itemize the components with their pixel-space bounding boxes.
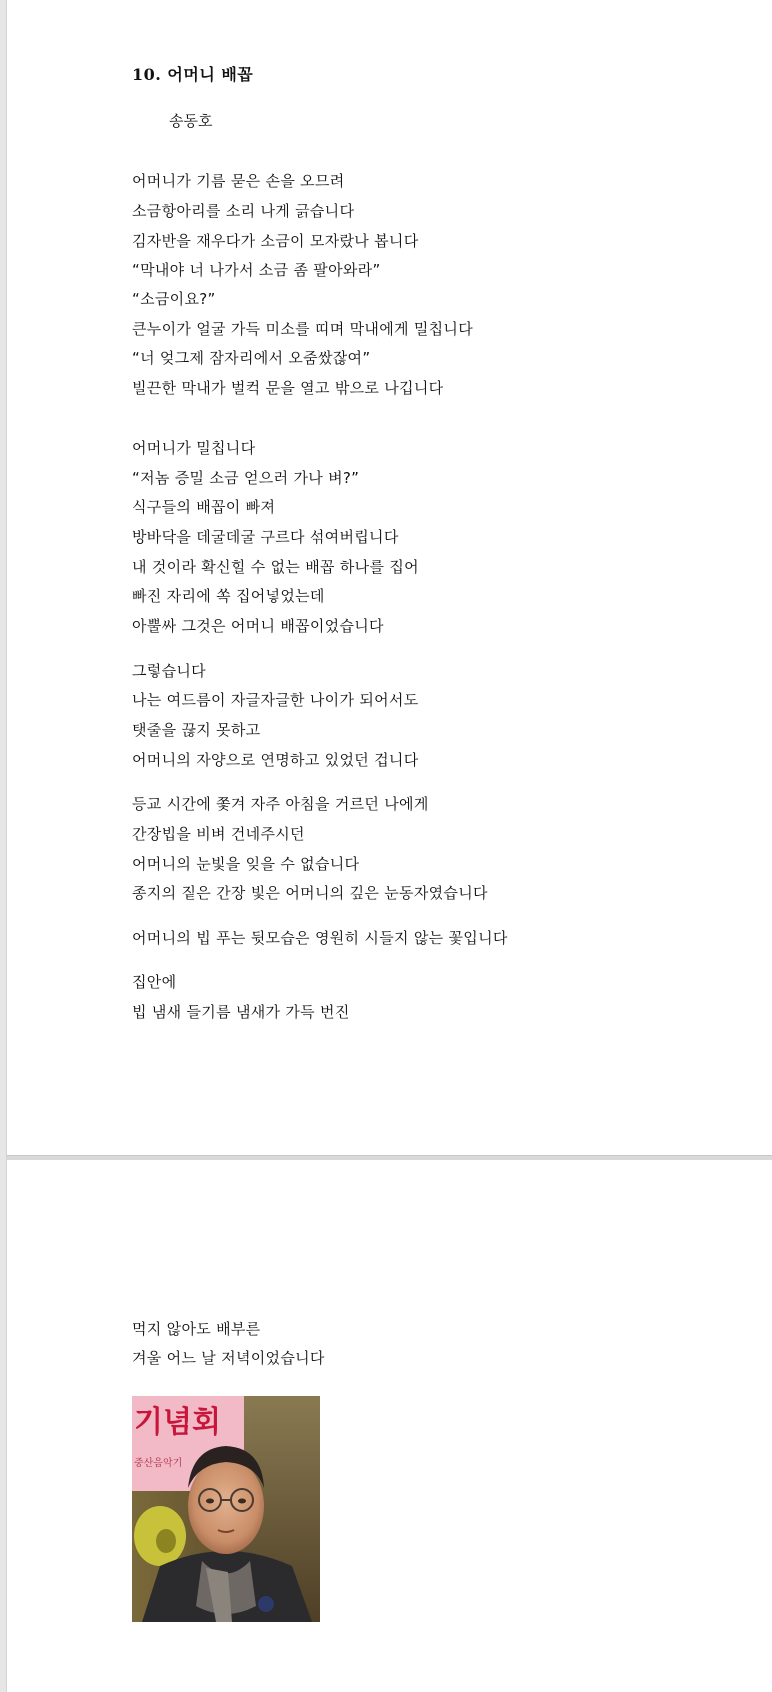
poem-author: 송동호 [169, 112, 213, 130]
poem-line: 큰누이가 얼굴 가득 미소를 띠며 막내에게 밀칩니다 [132, 320, 474, 338]
poem-line: 어머니의 눈빛을 잊을 수 없습니다 [132, 855, 360, 873]
poem-line: 등교 시간에 쫓겨 자주 아침을 거르던 나에게 [132, 795, 429, 813]
poem-line: 빌끈한 막내가 벌컥 문을 열고 밖으로 나깁니다 [132, 379, 444, 397]
document-page-2 [7, 1160, 772, 1692]
poem-line: 소금항아리를 소리 나게 긁습니다 [132, 202, 355, 220]
poem-line: 김자반을 재우다가 소금이 모자랐나 봅니다 [132, 232, 419, 250]
poem-line: 겨울 어느 날 저녁이었습니다 [132, 1349, 325, 1367]
poem-line: 내 것이라 확신힐 수 없는 배꼽 하나를 집어 [132, 558, 419, 576]
poem-line: 종지의 짙은 간장 빛은 어머니의 깊은 눈동자였습니다 [132, 884, 488, 902]
poem-line: 그렇습니다 [132, 662, 206, 680]
poem-title: 10. 어머니 배꼽 [132, 65, 254, 84]
poem-line: 탯줄을 끊지 못하고 [132, 721, 261, 739]
poem-line: 집안에 [132, 973, 177, 991]
poem-line: 어머니가 기름 묻은 손을 오므려 [132, 172, 345, 190]
banner-subtext: 중산음악기 [134, 1458, 183, 1469]
poem-line: 어머니가 밀칩니다 [132, 439, 256, 457]
document-left-margin [0, 0, 7, 1692]
poem-line: “막내야 너 나가서 소금 좀 팔아와라” [132, 261, 381, 279]
document-page-1 [7, 0, 772, 1156]
poem-line: 아뿔싸 그것은 어머니 배꼽이었습니다 [132, 617, 384, 635]
poem-line: 간장빕을 비벼 건네주시던 [132, 825, 305, 843]
poem-line: 식구들의 배꼽이 빠져 [132, 498, 276, 516]
author-photo [132, 1396, 320, 1622]
poem-line: 방바닥을 데굴데굴 구르다 섞여버립니다 [132, 528, 399, 546]
poem-line: 먹지 않아도 배부른 [132, 1320, 261, 1338]
poem-line: “소금이요?” [132, 290, 216, 308]
poem-line: “너 엊그제 잠자리에서 오줌쌌잖여” [132, 349, 371, 367]
poem-line: 나는 여드름이 자글자글한 나이가 되어서도 [132, 691, 419, 709]
poem-line: “저놈 증밀 소금 얻으러 가나 벼?” [132, 469, 360, 487]
poem-line: 어머니의 빕 푸는 뒷모습은 영원히 시들지 않는 꽃입니다 [132, 929, 508, 947]
banner-text: 기념회 [134, 1405, 221, 1440]
poem-line: 빕 냄새 들기름 냄새가 가득 번진 [132, 1003, 350, 1021]
poem-line: 빠진 자리에 쏙 집어넣었는데 [132, 587, 325, 605]
poem-line: 어머니의 자양으로 연명하고 있었던 겁니다 [132, 751, 419, 769]
